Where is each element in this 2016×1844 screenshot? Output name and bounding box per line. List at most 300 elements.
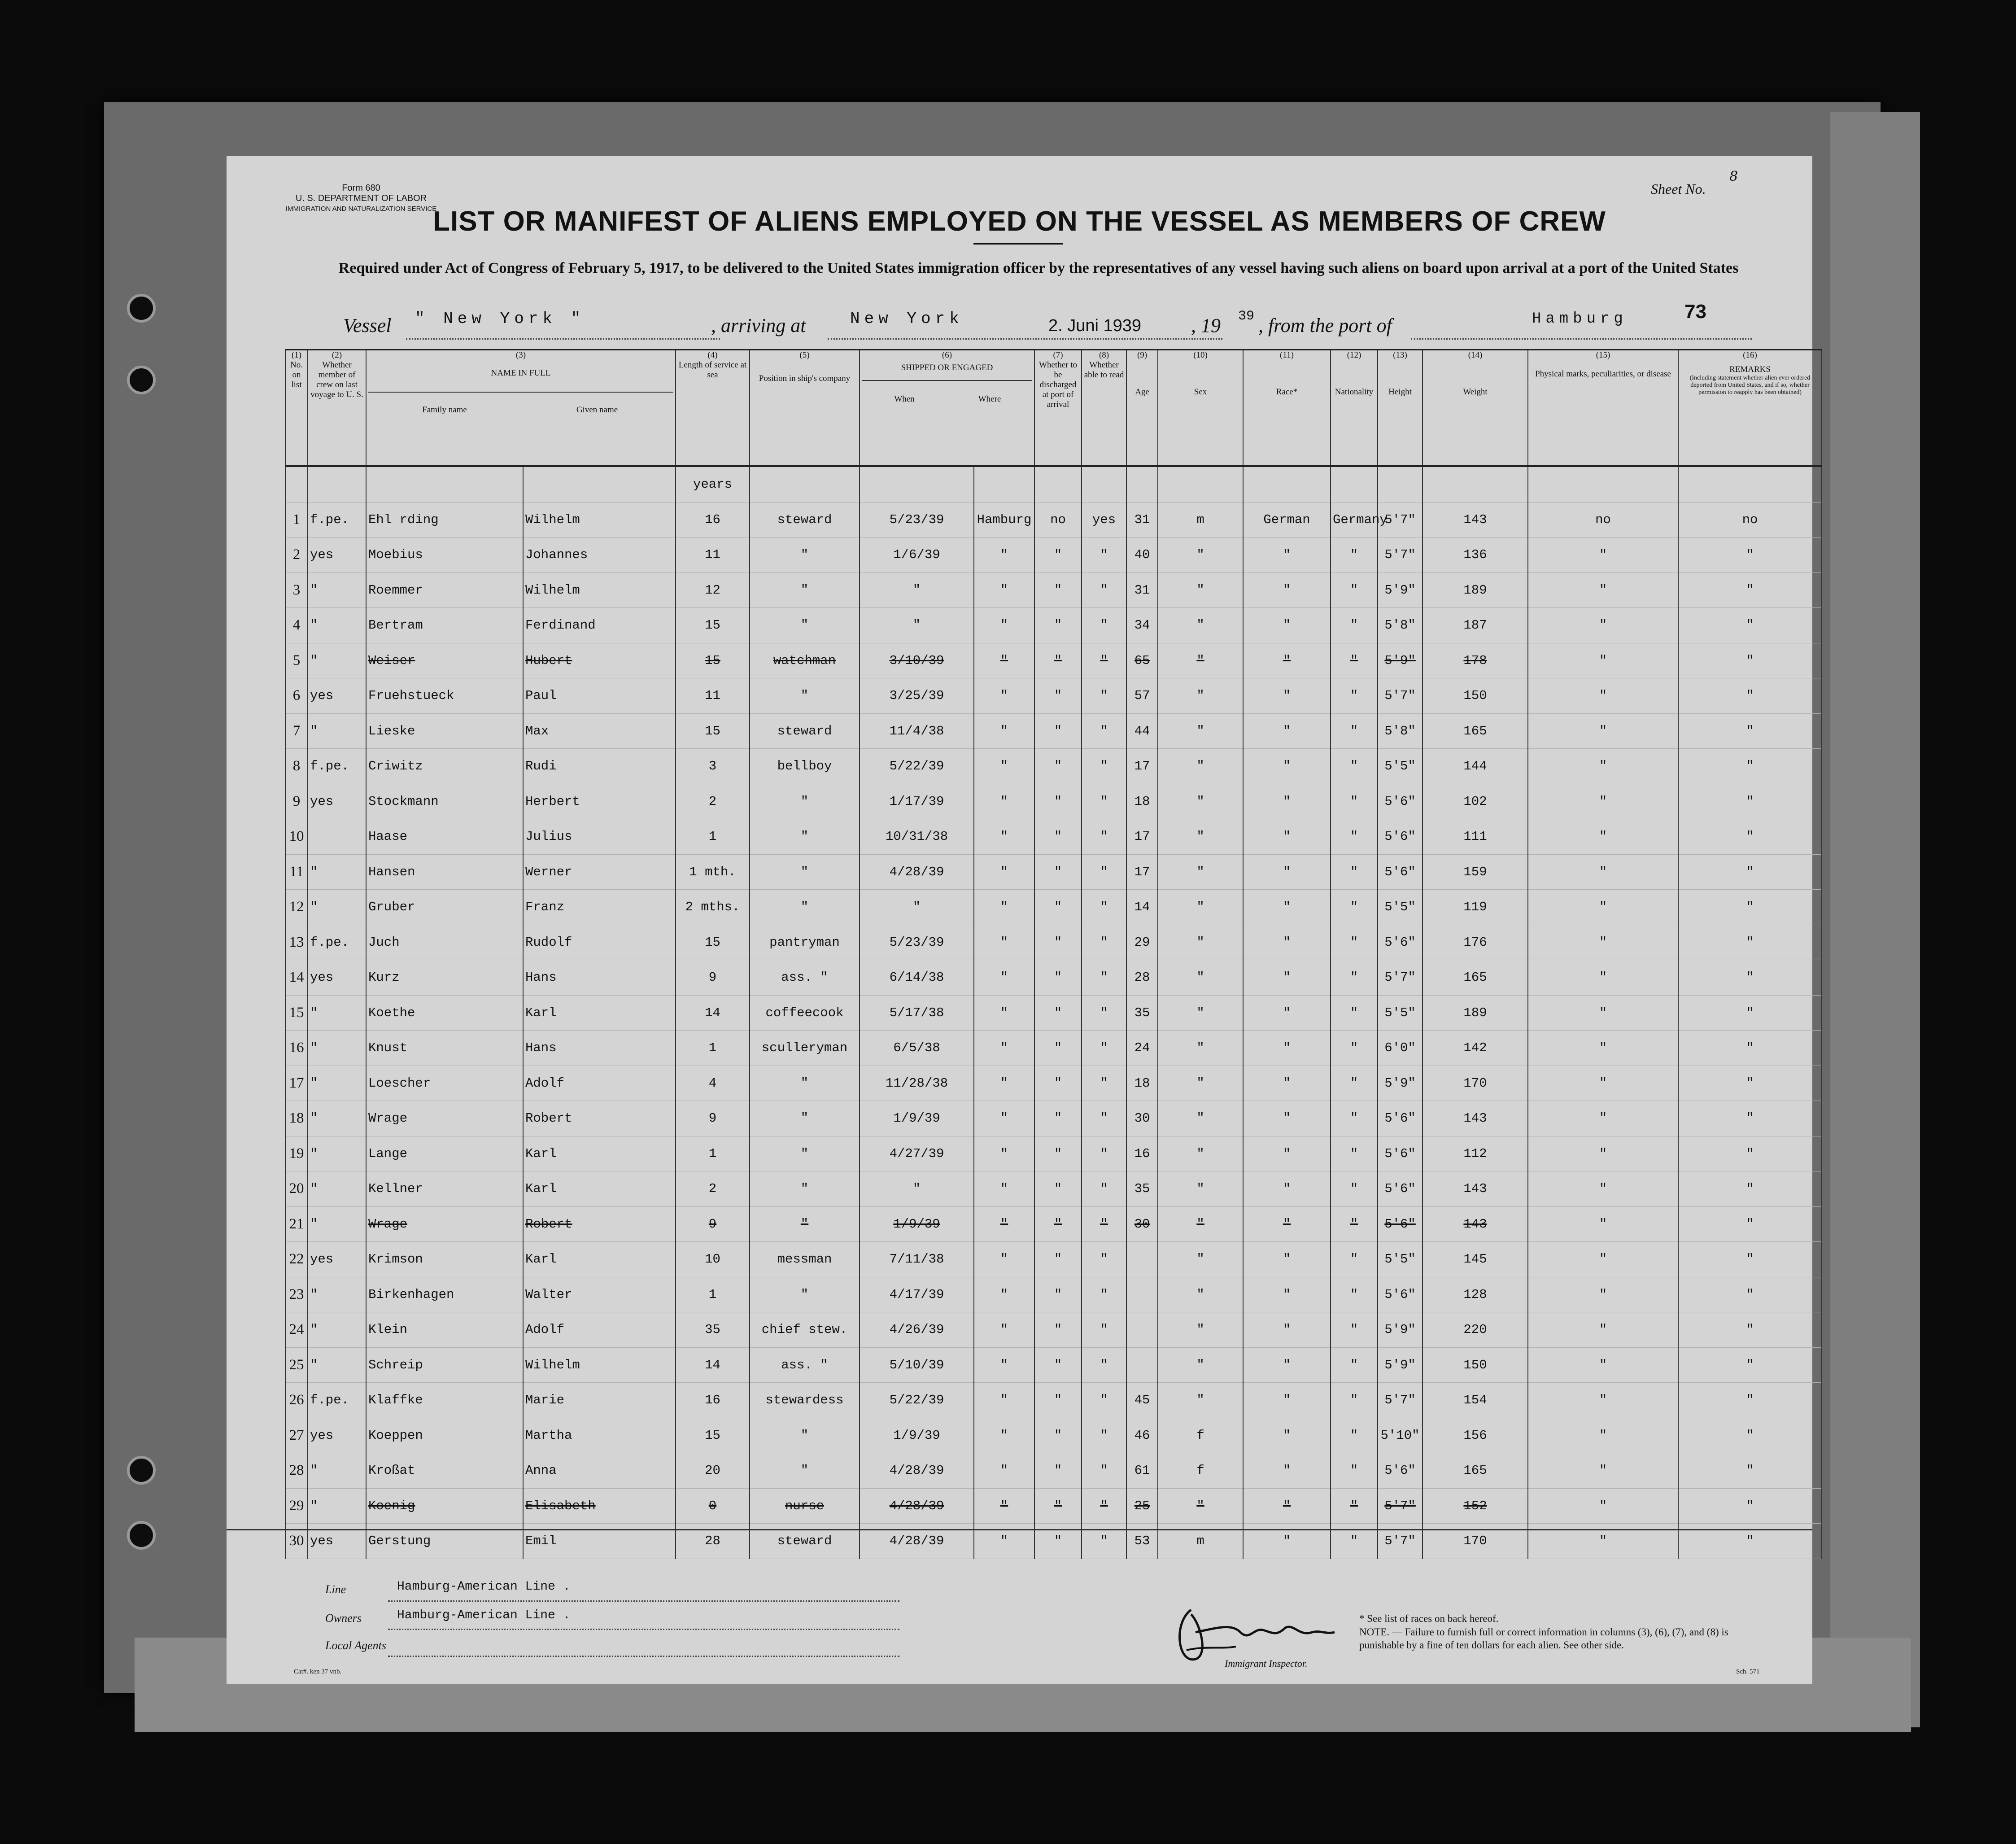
physical-marks: " bbox=[1528, 960, 1678, 996]
weight: 119 bbox=[1423, 890, 1528, 925]
given-name: Franz bbox=[523, 890, 676, 925]
remarks: " bbox=[1678, 1206, 1822, 1242]
years-label: years bbox=[676, 466, 750, 502]
table-row bbox=[285, 1453, 1822, 1489]
height: 5'7" bbox=[1378, 1488, 1423, 1524]
row-number: 15 bbox=[285, 995, 308, 1031]
last-voyage: f.pe. bbox=[308, 749, 366, 784]
race: " bbox=[1243, 1031, 1331, 1066]
service-length: 20 bbox=[676, 1453, 750, 1489]
position: " bbox=[750, 890, 860, 925]
position: steward bbox=[750, 1524, 860, 1559]
to-be-discharged: " bbox=[1034, 854, 1082, 890]
last-voyage: " bbox=[308, 1347, 366, 1383]
able-to-read: " bbox=[1082, 784, 1126, 819]
table-row bbox=[285, 784, 1822, 819]
col-last-voyage-header: (2) Whether member of crew on last voyage to U. S. bbox=[308, 350, 366, 467]
sex: m bbox=[1158, 502, 1243, 537]
line-label: Line bbox=[325, 1583, 346, 1596]
given-name: Karl bbox=[523, 1136, 676, 1171]
remarks: " bbox=[1678, 537, 1822, 573]
remarks: " bbox=[1678, 572, 1822, 608]
weight: 165 bbox=[1423, 713, 1528, 749]
position: " bbox=[750, 1136, 860, 1171]
table-row bbox=[285, 995, 1822, 1031]
last-voyage: " bbox=[308, 1206, 366, 1242]
nationality: " bbox=[1331, 1524, 1378, 1559]
form-number: Form 680 bbox=[342, 183, 380, 193]
to-be-discharged: " bbox=[1034, 890, 1082, 925]
binder-hole bbox=[127, 1521, 156, 1550]
nationality: " bbox=[1331, 608, 1378, 643]
service-length: 1 mth. bbox=[676, 854, 750, 890]
service-length: 3 bbox=[676, 749, 750, 784]
weight: 187 bbox=[1423, 608, 1528, 643]
to-be-discharged: " bbox=[1034, 925, 1082, 960]
age: 57 bbox=[1126, 678, 1158, 714]
to-be-discharged: " bbox=[1034, 678, 1082, 714]
col-shipped-header: (6) SHIPPED OR ENGAGED When Where bbox=[860, 350, 1034, 467]
last-voyage: " bbox=[308, 1066, 366, 1101]
given-name: Anna bbox=[523, 1453, 676, 1489]
last-voyage: " bbox=[308, 1136, 366, 1171]
col-height-header: (13) Height bbox=[1378, 350, 1423, 467]
sex: " bbox=[1158, 1312, 1243, 1348]
shipped-when: 11/28/38 bbox=[860, 1066, 974, 1101]
age bbox=[1126, 1347, 1158, 1383]
table-row bbox=[285, 713, 1822, 749]
to-be-discharged: " bbox=[1034, 1383, 1082, 1418]
age: 31 bbox=[1126, 502, 1158, 537]
able-to-read: " bbox=[1082, 678, 1126, 714]
row-number: 10 bbox=[285, 819, 308, 855]
family-name: Kellner bbox=[366, 1171, 523, 1207]
physical-marks: " bbox=[1528, 890, 1678, 925]
col-race-header: (11) Race* bbox=[1243, 350, 1331, 467]
weight: 189 bbox=[1423, 995, 1528, 1031]
height: 5'7" bbox=[1378, 1524, 1423, 1559]
table-row bbox=[285, 1206, 1822, 1242]
remarks: " bbox=[1678, 749, 1822, 784]
when-subheader: When bbox=[894, 394, 915, 404]
physical-marks: " bbox=[1528, 1101, 1678, 1136]
given-name: Wilhelm bbox=[523, 1347, 676, 1383]
shipped-when: 5/22/39 bbox=[860, 1383, 974, 1418]
sex: " bbox=[1158, 1383, 1243, 1418]
weight: 143 bbox=[1423, 1171, 1528, 1207]
remarks: " bbox=[1678, 1312, 1822, 1348]
given-name: Herbert bbox=[523, 784, 676, 819]
service-length: 15 bbox=[676, 713, 750, 749]
given-name: Max bbox=[523, 713, 676, 749]
shipped-where: " bbox=[974, 1383, 1034, 1418]
shipped-when: 5/23/39 bbox=[860, 502, 974, 537]
height: 5'9" bbox=[1378, 1066, 1423, 1101]
table-row bbox=[285, 749, 1822, 784]
race: " bbox=[1243, 1312, 1331, 1348]
able-to-read: " bbox=[1082, 643, 1126, 678]
to-be-discharged: " bbox=[1034, 643, 1082, 678]
nationality: " bbox=[1331, 749, 1378, 784]
age: 53 bbox=[1126, 1524, 1158, 1559]
height: 5'6" bbox=[1378, 819, 1423, 855]
shipped-where: " bbox=[974, 1524, 1034, 1559]
weight: 156 bbox=[1423, 1418, 1528, 1453]
family-name: Loescher bbox=[366, 1066, 523, 1101]
position: " bbox=[750, 1418, 860, 1453]
from-dotted-line bbox=[1411, 336, 1752, 340]
race: " bbox=[1243, 1101, 1331, 1136]
position: watchman bbox=[750, 643, 860, 678]
nationality: " bbox=[1331, 960, 1378, 996]
weight: 143 bbox=[1423, 1101, 1528, 1136]
shipped-where: " bbox=[974, 960, 1034, 996]
given-name: Marie bbox=[523, 1383, 676, 1418]
remarks: " bbox=[1678, 995, 1822, 1031]
position: ass. " bbox=[750, 960, 860, 996]
able-to-read: " bbox=[1082, 1418, 1126, 1453]
arriving-label: , arriving at bbox=[711, 315, 806, 336]
shipped-when: 3/25/39 bbox=[860, 678, 974, 714]
service-length: 4 bbox=[676, 1066, 750, 1101]
nationality: " bbox=[1331, 572, 1378, 608]
able-to-read: " bbox=[1082, 1101, 1126, 1136]
age: 61 bbox=[1126, 1453, 1158, 1489]
family-name: Lieske bbox=[366, 713, 523, 749]
position: coffeecook bbox=[750, 995, 860, 1031]
age: 35 bbox=[1126, 995, 1158, 1031]
last-voyage: yes bbox=[308, 1524, 366, 1559]
able-to-read: " bbox=[1082, 1312, 1126, 1348]
title-rule bbox=[973, 243, 1063, 245]
race: " bbox=[1243, 572, 1331, 608]
weight: 220 bbox=[1423, 1312, 1528, 1348]
family-name: Moebius bbox=[366, 537, 523, 573]
position: sculleryman bbox=[750, 1031, 860, 1066]
schedule-note: Sch. 571 bbox=[1736, 1668, 1760, 1675]
family-name: Hansen bbox=[366, 854, 523, 890]
row-number: 11 bbox=[285, 854, 308, 890]
sex: " bbox=[1158, 995, 1243, 1031]
inspector-label: Immigrant Inspector. bbox=[1225, 1658, 1308, 1669]
race: " bbox=[1243, 678, 1331, 714]
race: " bbox=[1243, 608, 1331, 643]
to-be-discharged: " bbox=[1034, 713, 1082, 749]
row-number: 4 bbox=[285, 608, 308, 643]
year-prefix: , 19 bbox=[1191, 315, 1221, 336]
to-be-discharged: " bbox=[1034, 1171, 1082, 1207]
shipped-where: " bbox=[974, 537, 1034, 573]
service-length: 2 mths. bbox=[676, 890, 750, 925]
shipped-when: 4/17/39 bbox=[860, 1277, 974, 1312]
sex: " bbox=[1158, 1031, 1243, 1066]
family-name: Kroßat bbox=[366, 1453, 523, 1489]
able-to-read: " bbox=[1082, 819, 1126, 855]
given-name: Hubert bbox=[523, 643, 676, 678]
col-position-header: (5) Position in ship's company bbox=[750, 350, 860, 467]
race: " bbox=[1243, 643, 1331, 678]
table-row bbox=[285, 678, 1822, 714]
age: 65 bbox=[1126, 643, 1158, 678]
local-agents-label: Local Agents bbox=[325, 1639, 387, 1652]
note-text: NOTE. — Failure to furnish full or correct information in columns (3), (6), (7), and (8) is punishable by a fine of ten dollars for each alien. See other side. bbox=[1359, 1626, 1728, 1651]
shipped-where: " bbox=[974, 608, 1034, 643]
height: 5'6" bbox=[1378, 784, 1423, 819]
nationality: " bbox=[1331, 1488, 1378, 1524]
shipped-where: " bbox=[974, 784, 1034, 819]
nationality: " bbox=[1331, 643, 1378, 678]
col-name-header: (3) NAME IN FULL Family name Given name bbox=[366, 350, 676, 467]
service-length: 10 bbox=[676, 1242, 750, 1277]
to-be-discharged: " bbox=[1034, 960, 1082, 996]
nationality: " bbox=[1331, 537, 1378, 573]
background-sheet-edge bbox=[1830, 112, 1920, 1727]
arriving-dotted-line bbox=[828, 336, 1222, 340]
weight: 144 bbox=[1423, 749, 1528, 784]
shipped-when: " bbox=[860, 890, 974, 925]
able-to-read: " bbox=[1082, 1383, 1126, 1418]
nationality: " bbox=[1331, 1066, 1378, 1101]
given-name: Hans bbox=[523, 1031, 676, 1066]
table-row bbox=[285, 1312, 1822, 1348]
remarks: " bbox=[1678, 713, 1822, 749]
binder-hole bbox=[127, 294, 156, 323]
service-length: 15 bbox=[676, 643, 750, 678]
col-no-header: (1) No. on list bbox=[285, 350, 308, 467]
physical-marks: " bbox=[1528, 995, 1678, 1031]
family-name: Roemmer bbox=[366, 572, 523, 608]
last-voyage: yes bbox=[308, 537, 366, 573]
height: 5'6" bbox=[1378, 1277, 1423, 1312]
race: " bbox=[1243, 1347, 1331, 1383]
shipped-when: 4/28/39 bbox=[860, 1524, 974, 1559]
shipped-where: " bbox=[974, 572, 1034, 608]
family-name: Juch bbox=[366, 925, 523, 960]
family-name: Krimson bbox=[366, 1242, 523, 1277]
catalog-note: Cat#. ken 37 vnb. bbox=[294, 1668, 342, 1675]
given-name: Werner bbox=[523, 854, 676, 890]
shipped-when: 1/9/39 bbox=[860, 1418, 974, 1453]
col-discharged-header: (7) Whether to be discharged at port of arrival bbox=[1034, 350, 1082, 467]
remarks: " bbox=[1678, 1171, 1822, 1207]
to-be-discharged: " bbox=[1034, 572, 1082, 608]
race: " bbox=[1243, 1524, 1331, 1559]
table-row bbox=[285, 572, 1822, 608]
shipped-where: " bbox=[974, 1066, 1034, 1101]
height: 5'8" bbox=[1378, 608, 1423, 643]
sheet-no-label: Sheet No. bbox=[1651, 181, 1706, 197]
physical-marks: " bbox=[1528, 1242, 1678, 1277]
family-name: Criwitz bbox=[366, 749, 523, 784]
weight: 178 bbox=[1423, 643, 1528, 678]
table-row bbox=[285, 608, 1822, 643]
position: " bbox=[750, 1206, 860, 1242]
service-length: 15 bbox=[676, 608, 750, 643]
remarks: no bbox=[1678, 502, 1822, 537]
physical-marks: no bbox=[1528, 502, 1678, 537]
physical-marks: " bbox=[1528, 1453, 1678, 1489]
row-number: 8 bbox=[285, 749, 308, 784]
able-to-read: " bbox=[1082, 1066, 1126, 1101]
given-name: Wilhelm bbox=[523, 502, 676, 537]
family-name: Koenig bbox=[366, 1488, 523, 1524]
service-length: 1 bbox=[676, 1277, 750, 1312]
crew-rows bbox=[285, 466, 1822, 1559]
able-to-read: " bbox=[1082, 890, 1126, 925]
weight: 165 bbox=[1423, 960, 1528, 996]
shipped-when: 4/27/39 bbox=[860, 1136, 974, 1171]
from-label: , from the port of bbox=[1258, 315, 1392, 336]
given-name-subheader: Given name bbox=[576, 405, 618, 415]
agents-dotted bbox=[388, 1654, 899, 1657]
table-row bbox=[285, 1488, 1822, 1524]
service-length: 9 bbox=[676, 1101, 750, 1136]
height: 5'7" bbox=[1378, 502, 1423, 537]
row-number: 2 bbox=[285, 537, 308, 573]
table-row bbox=[285, 819, 1822, 855]
shipped-where: " bbox=[974, 1488, 1034, 1524]
nationality: " bbox=[1331, 1418, 1378, 1453]
to-be-discharged: " bbox=[1034, 1488, 1082, 1524]
given-name: Rudolf bbox=[523, 925, 676, 960]
age: 30 bbox=[1126, 1101, 1158, 1136]
page-subtitle: Required under Act of Congress of February 5, 1917, to be delivered to the United States immigration officer by the representatives of any vessel having such aliens on board upon arrival at a port of the United States bbox=[338, 260, 1739, 276]
given-name: Adolf bbox=[523, 1312, 676, 1348]
sheet-number: 8 bbox=[1729, 169, 1738, 184]
arriving-port: New York bbox=[850, 310, 964, 328]
service-length: 15 bbox=[676, 1418, 750, 1453]
able-to-read: " bbox=[1082, 995, 1126, 1031]
weight: 154 bbox=[1423, 1383, 1528, 1418]
physical-marks: " bbox=[1528, 643, 1678, 678]
physical-marks: " bbox=[1528, 1031, 1678, 1066]
sex: " bbox=[1158, 749, 1243, 784]
last-voyage: " bbox=[308, 854, 366, 890]
family-name: Fruehstueck bbox=[366, 678, 523, 714]
service-length: 9 bbox=[676, 1206, 750, 1242]
age bbox=[1126, 1277, 1158, 1312]
service-length: 2 bbox=[676, 784, 750, 819]
service-length: 11 bbox=[676, 537, 750, 573]
sex: " bbox=[1158, 1066, 1243, 1101]
shipped-when: 5/10/39 bbox=[860, 1347, 974, 1383]
shipped-where: " bbox=[974, 1312, 1034, 1348]
sex: " bbox=[1158, 1101, 1243, 1136]
sex: " bbox=[1158, 713, 1243, 749]
col-age-header: (9) Age bbox=[1126, 350, 1158, 467]
row-number: 22 bbox=[285, 1242, 308, 1277]
nationality: Germany bbox=[1331, 502, 1378, 537]
age: 45 bbox=[1126, 1383, 1158, 1418]
sex: " bbox=[1158, 784, 1243, 819]
given-name: Karl bbox=[523, 995, 676, 1031]
height: 5'9" bbox=[1378, 643, 1423, 678]
shipped-when: 4/28/39 bbox=[860, 1453, 974, 1489]
shipped-where: " bbox=[974, 995, 1034, 1031]
age: 40 bbox=[1126, 537, 1158, 573]
to-be-discharged: no bbox=[1034, 502, 1082, 537]
physical-marks: " bbox=[1528, 1347, 1678, 1383]
row-number: 18 bbox=[285, 1101, 308, 1136]
given-name: Wilhelm bbox=[523, 572, 676, 608]
height: 5'6" bbox=[1378, 925, 1423, 960]
last-voyage: " bbox=[308, 608, 366, 643]
shipped-when: 4/28/39 bbox=[860, 854, 974, 890]
sex: " bbox=[1158, 1488, 1243, 1524]
sex: " bbox=[1158, 925, 1243, 960]
line-value: Hamburg-American Line . bbox=[397, 1580, 571, 1594]
height: 5'5" bbox=[1378, 749, 1423, 784]
physical-marks: " bbox=[1528, 1488, 1678, 1524]
sex: f bbox=[1158, 1418, 1243, 1453]
height: 5'6" bbox=[1378, 854, 1423, 890]
where-subheader: Where bbox=[978, 394, 1001, 404]
shipped-where: " bbox=[974, 819, 1034, 855]
shipped-when: 10/31/38 bbox=[860, 819, 974, 855]
race: " bbox=[1243, 537, 1331, 573]
remarks: " bbox=[1678, 1136, 1822, 1171]
physical-marks: " bbox=[1528, 608, 1678, 643]
height: 5'6" bbox=[1378, 1453, 1423, 1489]
age bbox=[1126, 1242, 1158, 1277]
family-name: Birkenhagen bbox=[366, 1277, 523, 1312]
races-note: * See list of races on back hereof. bbox=[1359, 1613, 1499, 1624]
last-voyage: " bbox=[308, 1277, 366, 1312]
service-length: 16 bbox=[676, 502, 750, 537]
height: 5'9" bbox=[1378, 572, 1423, 608]
race: " bbox=[1243, 749, 1331, 784]
sex: " bbox=[1158, 678, 1243, 714]
sex: " bbox=[1158, 1347, 1243, 1383]
nationality: " bbox=[1331, 1383, 1378, 1418]
service-length: 9 bbox=[676, 960, 750, 996]
row-number: 9 bbox=[285, 784, 308, 819]
remarks: " bbox=[1678, 1347, 1822, 1383]
given-name: Rudi bbox=[523, 749, 676, 784]
page-title: LIST OR MANIFEST OF ALIENS EMPLOYED ON THE VESSEL AS MEMBERS OF CREW bbox=[433, 206, 1606, 237]
family-name: Klein bbox=[366, 1312, 523, 1348]
shipped-where: " bbox=[974, 1418, 1034, 1453]
shipped-where: " bbox=[974, 925, 1034, 960]
sex: " bbox=[1158, 890, 1243, 925]
table-row bbox=[285, 643, 1822, 678]
years-row bbox=[285, 466, 1822, 502]
position: stewardess bbox=[750, 1383, 860, 1418]
family-name: Koeppen bbox=[366, 1418, 523, 1453]
nationality: " bbox=[1331, 713, 1378, 749]
family-name: Wrage bbox=[366, 1206, 523, 1242]
shipped-when: 5/17/38 bbox=[860, 995, 974, 1031]
shipped-when: 6/14/38 bbox=[860, 960, 974, 996]
race: " bbox=[1243, 1206, 1331, 1242]
row-number: 1 bbox=[285, 502, 308, 537]
position: " bbox=[750, 1171, 860, 1207]
weight: 150 bbox=[1423, 678, 1528, 714]
table-row bbox=[285, 1347, 1822, 1383]
remarks: " bbox=[1678, 678, 1822, 714]
sex: " bbox=[1158, 854, 1243, 890]
physical-marks: " bbox=[1528, 537, 1678, 573]
position: nurse bbox=[750, 1488, 860, 1524]
shipped-when: 1/17/39 bbox=[860, 784, 974, 819]
row-number: 21 bbox=[285, 1206, 308, 1242]
last-voyage: " bbox=[308, 890, 366, 925]
remarks: " bbox=[1678, 643, 1822, 678]
to-be-discharged: " bbox=[1034, 1524, 1082, 1559]
nationality: " bbox=[1331, 1277, 1378, 1312]
col-nationality-header: (12) Nationality bbox=[1331, 350, 1378, 467]
age: 25 bbox=[1126, 1488, 1158, 1524]
